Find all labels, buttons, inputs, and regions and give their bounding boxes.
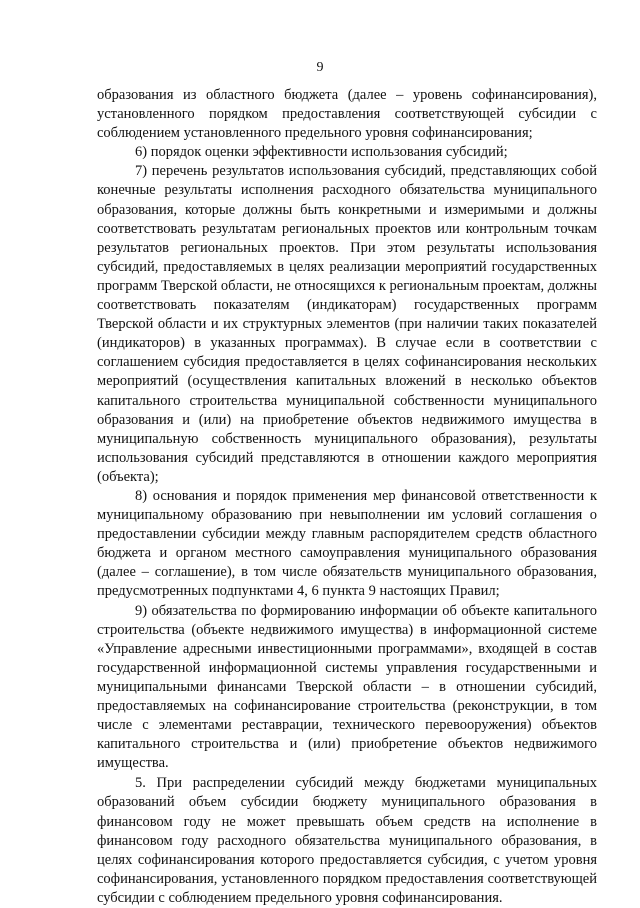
page-number: 9 [316,60,324,75]
paragraph-item-6: 6) порядок оценки эффективности использования субсидий; [135,144,508,161]
paragraph-item-8: 8) основания и порядок применения мер финансовой ответственности к муниципальному образованию при невыполнении им условий соглашения о предоставлении субсидии между главным распорядителем средств областного бюджета и органом местного самоуправления муниципального образования (далее – соглашение), в том числе обязательств муниципального образования, предусмотренных подпунктами 4, 6 пункта 9 настоящих Правил; [97,487,597,600]
document-body [97,86,597,908]
paragraph-continuation: образования из областного бюджета (далее – уровень софинансирования), установленного порядком предоставления соответствующей субсидии с соблюдением установленного предельного уровня софинансирования; [97,87,597,142]
paragraph-item-9: 9) обязательства по формированию информации об объекте капитального строительства (объекте недвижимого имущества) в информационной системе «Управление адресными инвестиционными программами», входящей в состав государственной информационной системы управления государственными и муниципальными финансами Тверской области – в отношении субсидий, предоставляемых на софинансирование строительства (реконструкции, в том числе с элементами реставрации, технического перевооружения) объектов капитального строительства и (или) приобретение объектов недвижимого имущества. [97,602,597,772]
paragraph-item-7: 7) перечень результатов использования субсидий, представляющих собой конечные результаты исполнения расходного обязательства муниципального образования, которые должны быть конкретными и измеримыми и должны соответствовать результатам региональных проектов или контрольным точкам результатов региональных проектов. При этом результаты использования субсидий, предоставляемых в целях реализации мероприятий государственных программ Тверской области, не относящихся к региональным проектам, должны соответствовать показателям (индикаторам) государственных программ Тверской области и их структурных элементов (при наличии таких показателей (индикаторов) в указанных программах). В случае если в соответствии с соглашением субсидия предоставляется в целях софинансирования нескольких мероприятий (осуществления капитальных вложений в несколько объектов капитального строительства муниципальной собственности муниципального образования и (или) на приобретение объектов недвижимого имущества в муниципальную собственность муниципального образования), результаты использования субсидий представляются в отношении каждого мероприятия (объекта); [97,163,597,485]
paragraph-clause-5: 5. При распределении субсидий между бюджетами муниципальных образований объем субсидии бюджету муниципального образования в финансовом году не может превышать объем средств на исполнение в финансовом году расходного обязательства муниципального образования, в целях софинансирования которого предоставляется субсидия, с учетом уровня софинансирования, установленного порядком предоставления соответствующей субсидии с соблюдением предельного уровня софинансирования. [97,775,597,906]
